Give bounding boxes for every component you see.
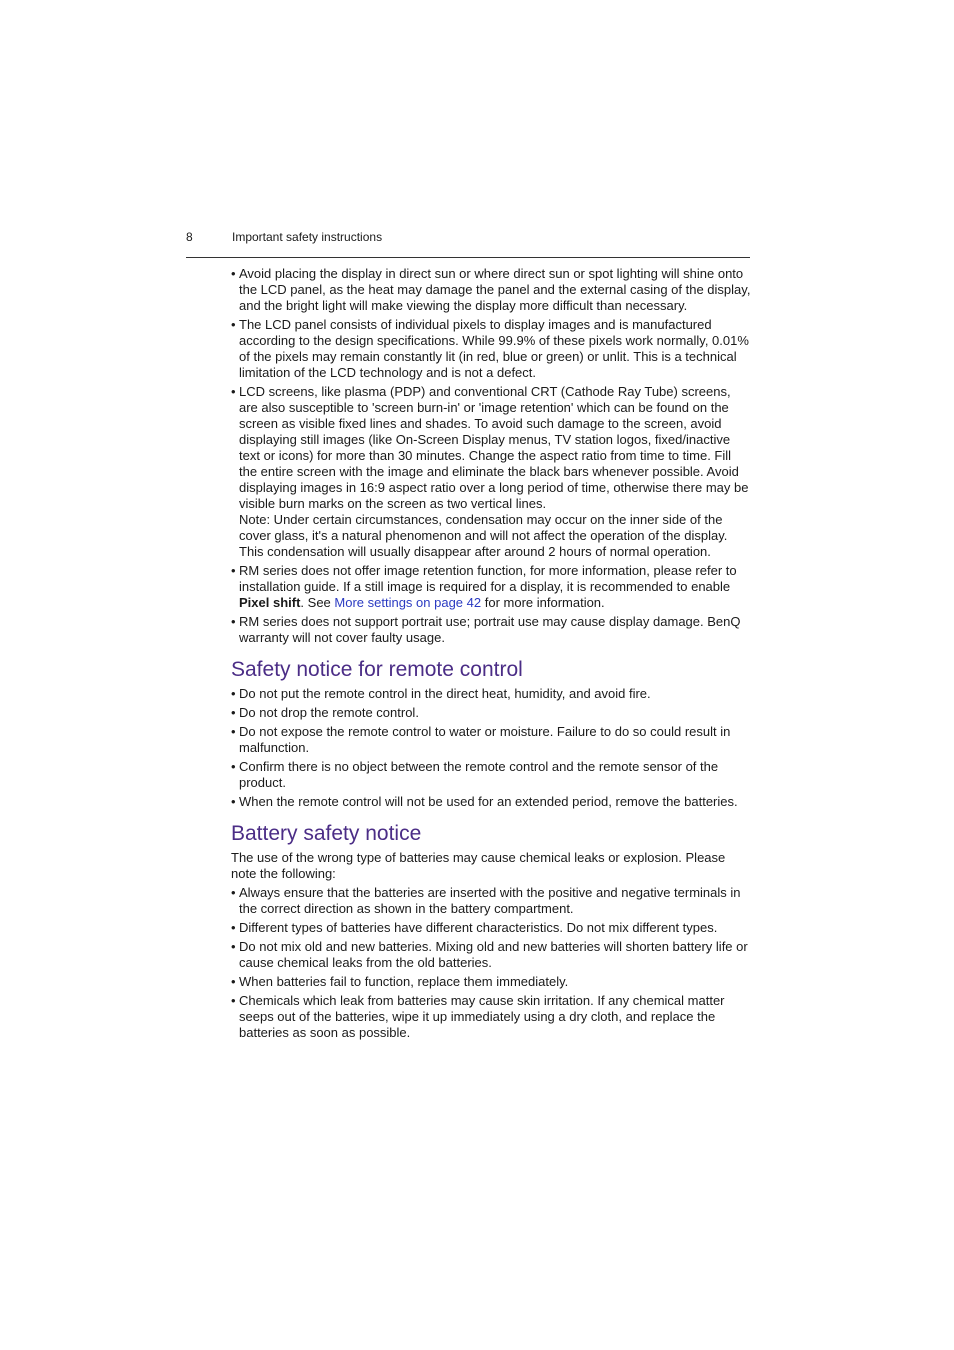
burn-in-text: LCD screens, like plasma (PDP) and conventional CRT (Cathode Ray Tube) screens, are also susceptible to 'screen burn-in' or 'image retention' which can be found on the screen as visible fixed lines and shades. To avoid such damage to the screen, avoid displaying still images (like On-Screen Display menus, TV station logos, fixed/inactive text or icons) for more than 30 minutes. Change the aspect ratio from time to time. Fill the entire screen with the image and eliminate the black bars whenever possible. Avoid displaying images in 16:9 aspect ratio over a long period of time, otherwise there may be visible burn marks on the screen as two vertical lines.: [239, 384, 749, 511]
list-item: • Do not drop the remote control.: [231, 705, 751, 721]
list-item: • When batteries fail to function, replace them immediately.: [231, 974, 751, 990]
battery-safety-heading: Battery safety notice: [231, 822, 422, 845]
running-title: Important safety instructions: [232, 230, 383, 244]
condensation-note: Note: Under certain circumstances, condensation may occur on the inner side of the cover glass, it's a natural phenomenon and will not affect the operation of the display. This condensation will usually disappear after around 2 hours of normal operation.: [239, 512, 728, 559]
page-content: [231, 266, 751, 1044]
list-item: • Do not expose the remote control to water or moisture. Failure to do so could result in malfunction.: [231, 724, 751, 756]
list-item: • Do not put the remote control in the direct heat, humidity, and avoid fire.: [231, 686, 751, 702]
battery-safety-list: [231, 885, 751, 1041]
list-item: • Do not mix old and new batteries. Mixing old and new batteries will shorten battery life or cause chemical leaks from the old batteries.: [231, 939, 751, 971]
display-safety-list: [231, 266, 751, 646]
list-item: • Avoid placing the display in direct sun or where direct sun or spot lighting will shine onto the LCD panel, as the heat may damage the panel and the external casing of the display, and the bright light will make viewing the display more difficult than necessary.: [231, 266, 751, 314]
list-item: • Always ensure that the batteries are inserted with the positive and negative terminals in the correct direction as shown in the battery compartment.: [231, 885, 751, 917]
more-settings-link[interactable]: More settings on page 42: [334, 595, 482, 610]
list-item: • Different types of batteries have different characteristics. Do not mix different types.: [231, 920, 751, 936]
page-header: [186, 230, 750, 258]
rm-text-before: RM series does not offer image retention function, for more information, please refer to installation guide. If a still image is required for a display, it is recommended to enable: [239, 563, 737, 594]
list-item: • Chemicals which leak from batteries may cause skin irritation. If any chemical matter seeps out of the batteries, wipe it up immediately using a dry cloth, and replace the batteries as soon as possible.: [231, 993, 751, 1041]
list-item: • Confirm there is no object between the remote control and the remote sensor of the product.: [231, 759, 751, 791]
rm-text-after: for more information.: [481, 595, 605, 610]
page-number: 8: [186, 230, 193, 244]
list-item-rm-retention: [231, 563, 751, 611]
list-item: • The LCD panel consists of individual pixels to display images and is manufactured according to the design specifications. While 99.9% of these pixels work normally, 0.01% of the pixels may remain constantly lit (in red, blue or green) or unlit. This is a technical limitation of the LCD technology and is not a defect.: [231, 317, 751, 381]
remote-safety-list: [231, 686, 751, 810]
list-item: • RM series does not support portrait use; portrait use may cause display damage. BenQ warranty will not cover faulty usage.: [231, 614, 751, 646]
battery-intro: The use of the wrong type of batteries may cause chemical leaks or explosion. Please note the following:: [231, 850, 726, 881]
rm-text-mid: . See: [300, 595, 335, 610]
pixel-shift-term: Pixel shift: [239, 595, 301, 610]
remote-safety-heading: Safety notice for remote control: [231, 658, 523, 681]
list-item: • When the remote control will not be used for an extended period, remove the batteries.: [231, 794, 751, 810]
list-item-burn-in: [231, 384, 751, 560]
